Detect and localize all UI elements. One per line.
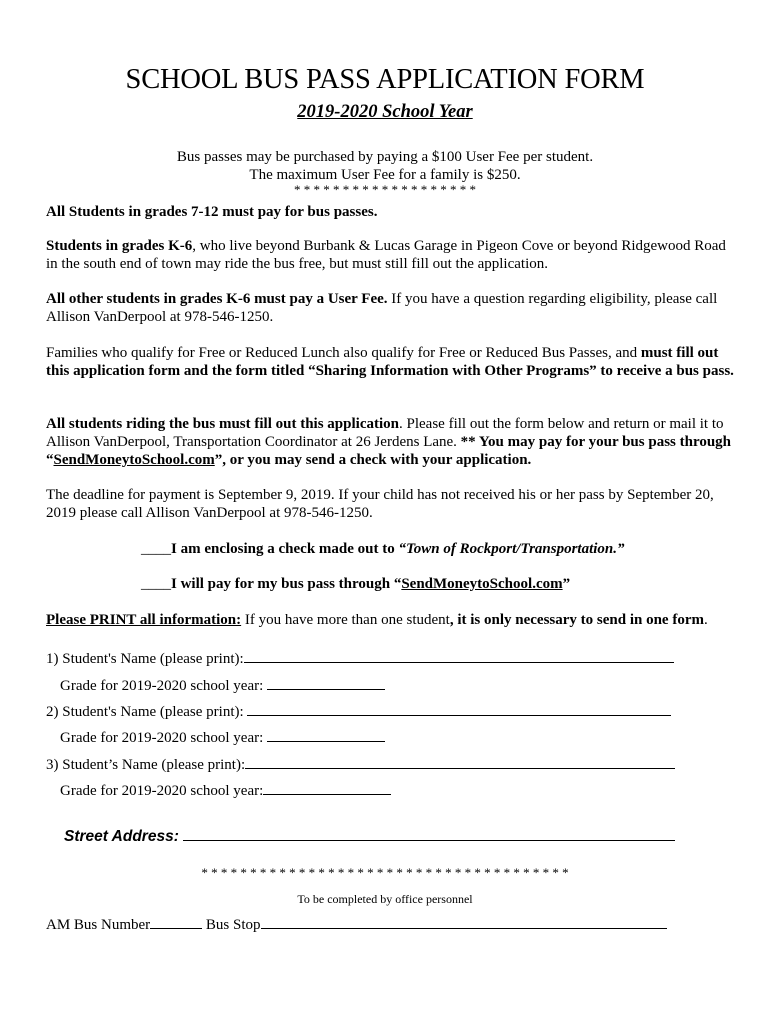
bus-stop-label: Bus Stop — [205, 917, 261, 933]
paragraph-deadline — [46, 486, 736, 522]
p4-text: Families who qualify for Free or Reduced Lunch also qualify for Free or Reduced Bus Passes, and — [46, 345, 641, 361]
student-2-grade-label: Grade for 2019-2020 school year: — [60, 730, 268, 746]
option-online-blank[interactable]: ____ — [141, 576, 171, 592]
fee-line-1: Bus passes may be purchased by paying a $100 User Fee per student. — [176, 149, 594, 165]
student-3-name-row — [46, 754, 675, 774]
student-3-grade-field[interactable] — [263, 780, 391, 795]
p5-bold-2: ** You may pay for your bus pass through “ — [46, 434, 732, 468]
p5-text-1: . Please fill out the form below and return or mail it to Allison VanDerpool, Transportation Coordinator at 26 Jerdens Lane. — [46, 416, 724, 450]
sendmoney-link[interactable]: SendMoneytoSchool.com — [53, 452, 215, 468]
street-address-label: Street Address: — [64, 828, 184, 845]
bus-stop-field[interactable] — [261, 914, 667, 929]
student-3-name-field[interactable] — [245, 754, 675, 769]
form-title: SCHOOL BUS PASS APPLICATION FORM — [125, 64, 645, 95]
print-note — [46, 611, 708, 629]
option-check[interactable] — [141, 540, 625, 558]
student-2-name-field[interactable] — [247, 701, 671, 716]
fee-line-2: The maximum User Fee for a family is $250. — [249, 167, 521, 183]
p3-bold: All other students in grades K-6 must pay a User Fee. — [46, 291, 388, 307]
paragraph-grades-7-12 — [46, 203, 736, 221]
office-bus-row — [46, 914, 667, 934]
student-1-grade-row — [60, 675, 385, 695]
p5-bold-3: ”, or you may send a check with your application. — [214, 452, 532, 468]
street-address-row — [64, 825, 675, 846]
student-1-grade-field[interactable] — [267, 675, 385, 690]
p2-text: , who live beyond Burbank & Lucas Garage in Pigeon Cove or beyond Ridgewood Road in the south end of town may ride the bus free, but must still fill out the application. — [46, 238, 726, 272]
stars-divider-bottom: * * * * * * * * * * * * * * * * * * * * * * * * * * * * * * * * * * * * * * — [201, 865, 569, 880]
student-1-grade-label: Grade for 2019-2020 school year: — [60, 678, 268, 694]
option-check-payee: “Town of Rockport/Transportation.” — [398, 541, 625, 557]
print-note-text: If you have more than one student — [241, 612, 450, 628]
option-check-label: I am enclosing a check made out to — [171, 541, 399, 557]
school-year-subtitle: 2019-2020 School Year — [297, 102, 473, 122]
option-online-suffix: ” — [562, 576, 571, 592]
student-2-grade-field[interactable] — [267, 727, 385, 742]
am-bus-number-label: AM Bus Number — [46, 917, 151, 933]
student-2-name-row — [46, 701, 671, 721]
option-check-blank[interactable]: ____ — [141, 541, 171, 557]
student-3-grade-label: Grade for 2019-2020 school year: — [60, 783, 264, 799]
student-3-grade-row — [60, 780, 391, 800]
paragraph-k6-fee — [46, 290, 736, 326]
stars-divider-top: * * * * * * * * * * * * * * * * * * * — [294, 182, 476, 197]
student-1-name-row — [46, 648, 674, 668]
street-address-field[interactable] — [183, 825, 675, 841]
option-online-label: I will pay for my bus pass through “ — [171, 576, 402, 592]
student-2-name-label: 2) Student's Name (please print): — [46, 704, 248, 720]
p2-bold: Students in grades K-6 — [46, 238, 193, 254]
p1-bold: All Students in grades 7-12 must pay for bus passes. — [46, 204, 378, 220]
print-note-end: . — [704, 612, 708, 628]
paragraph-k6-free — [46, 237, 736, 273]
paragraph-application-required — [46, 415, 736, 469]
office-use-note: To be completed by office personnel — [297, 892, 473, 906]
student-1-name-label: 1) Student's Name (please print): — [46, 651, 244, 667]
print-note-bold: , it is only necessary to send in one form — [449, 612, 704, 628]
print-note-label: Please PRINT all information: — [46, 612, 242, 628]
am-bus-number-field[interactable] — [150, 914, 202, 929]
paragraph-reduced-lunch — [46, 344, 736, 380]
p6-text: The deadline for payment is September 9, 2019. If your child has not received his or her pass by September 20, 2019 please call Allison VanDerpool at 978-546-1250. — [46, 487, 714, 521]
student-1-name-field[interactable] — [244, 648, 674, 663]
student-2-grade-row — [60, 727, 385, 747]
p5-bold-1: All students riding the bus must fill out this application — [46, 416, 399, 432]
student-3-name-label: 3) Student’s Name (please print): — [46, 757, 246, 773]
p3-text: If you have a question regarding eligibility, please call Allison VanDerpool at 978-546-1250. — [46, 291, 718, 325]
p4-bold: must fill out this application form and the form titled “Sharing Information with Other Programs” to receive a bus pass. — [46, 345, 734, 379]
option-online[interactable] — [141, 575, 570, 593]
option-online-link[interactable]: SendMoneytoSchool.com — [401, 576, 563, 592]
